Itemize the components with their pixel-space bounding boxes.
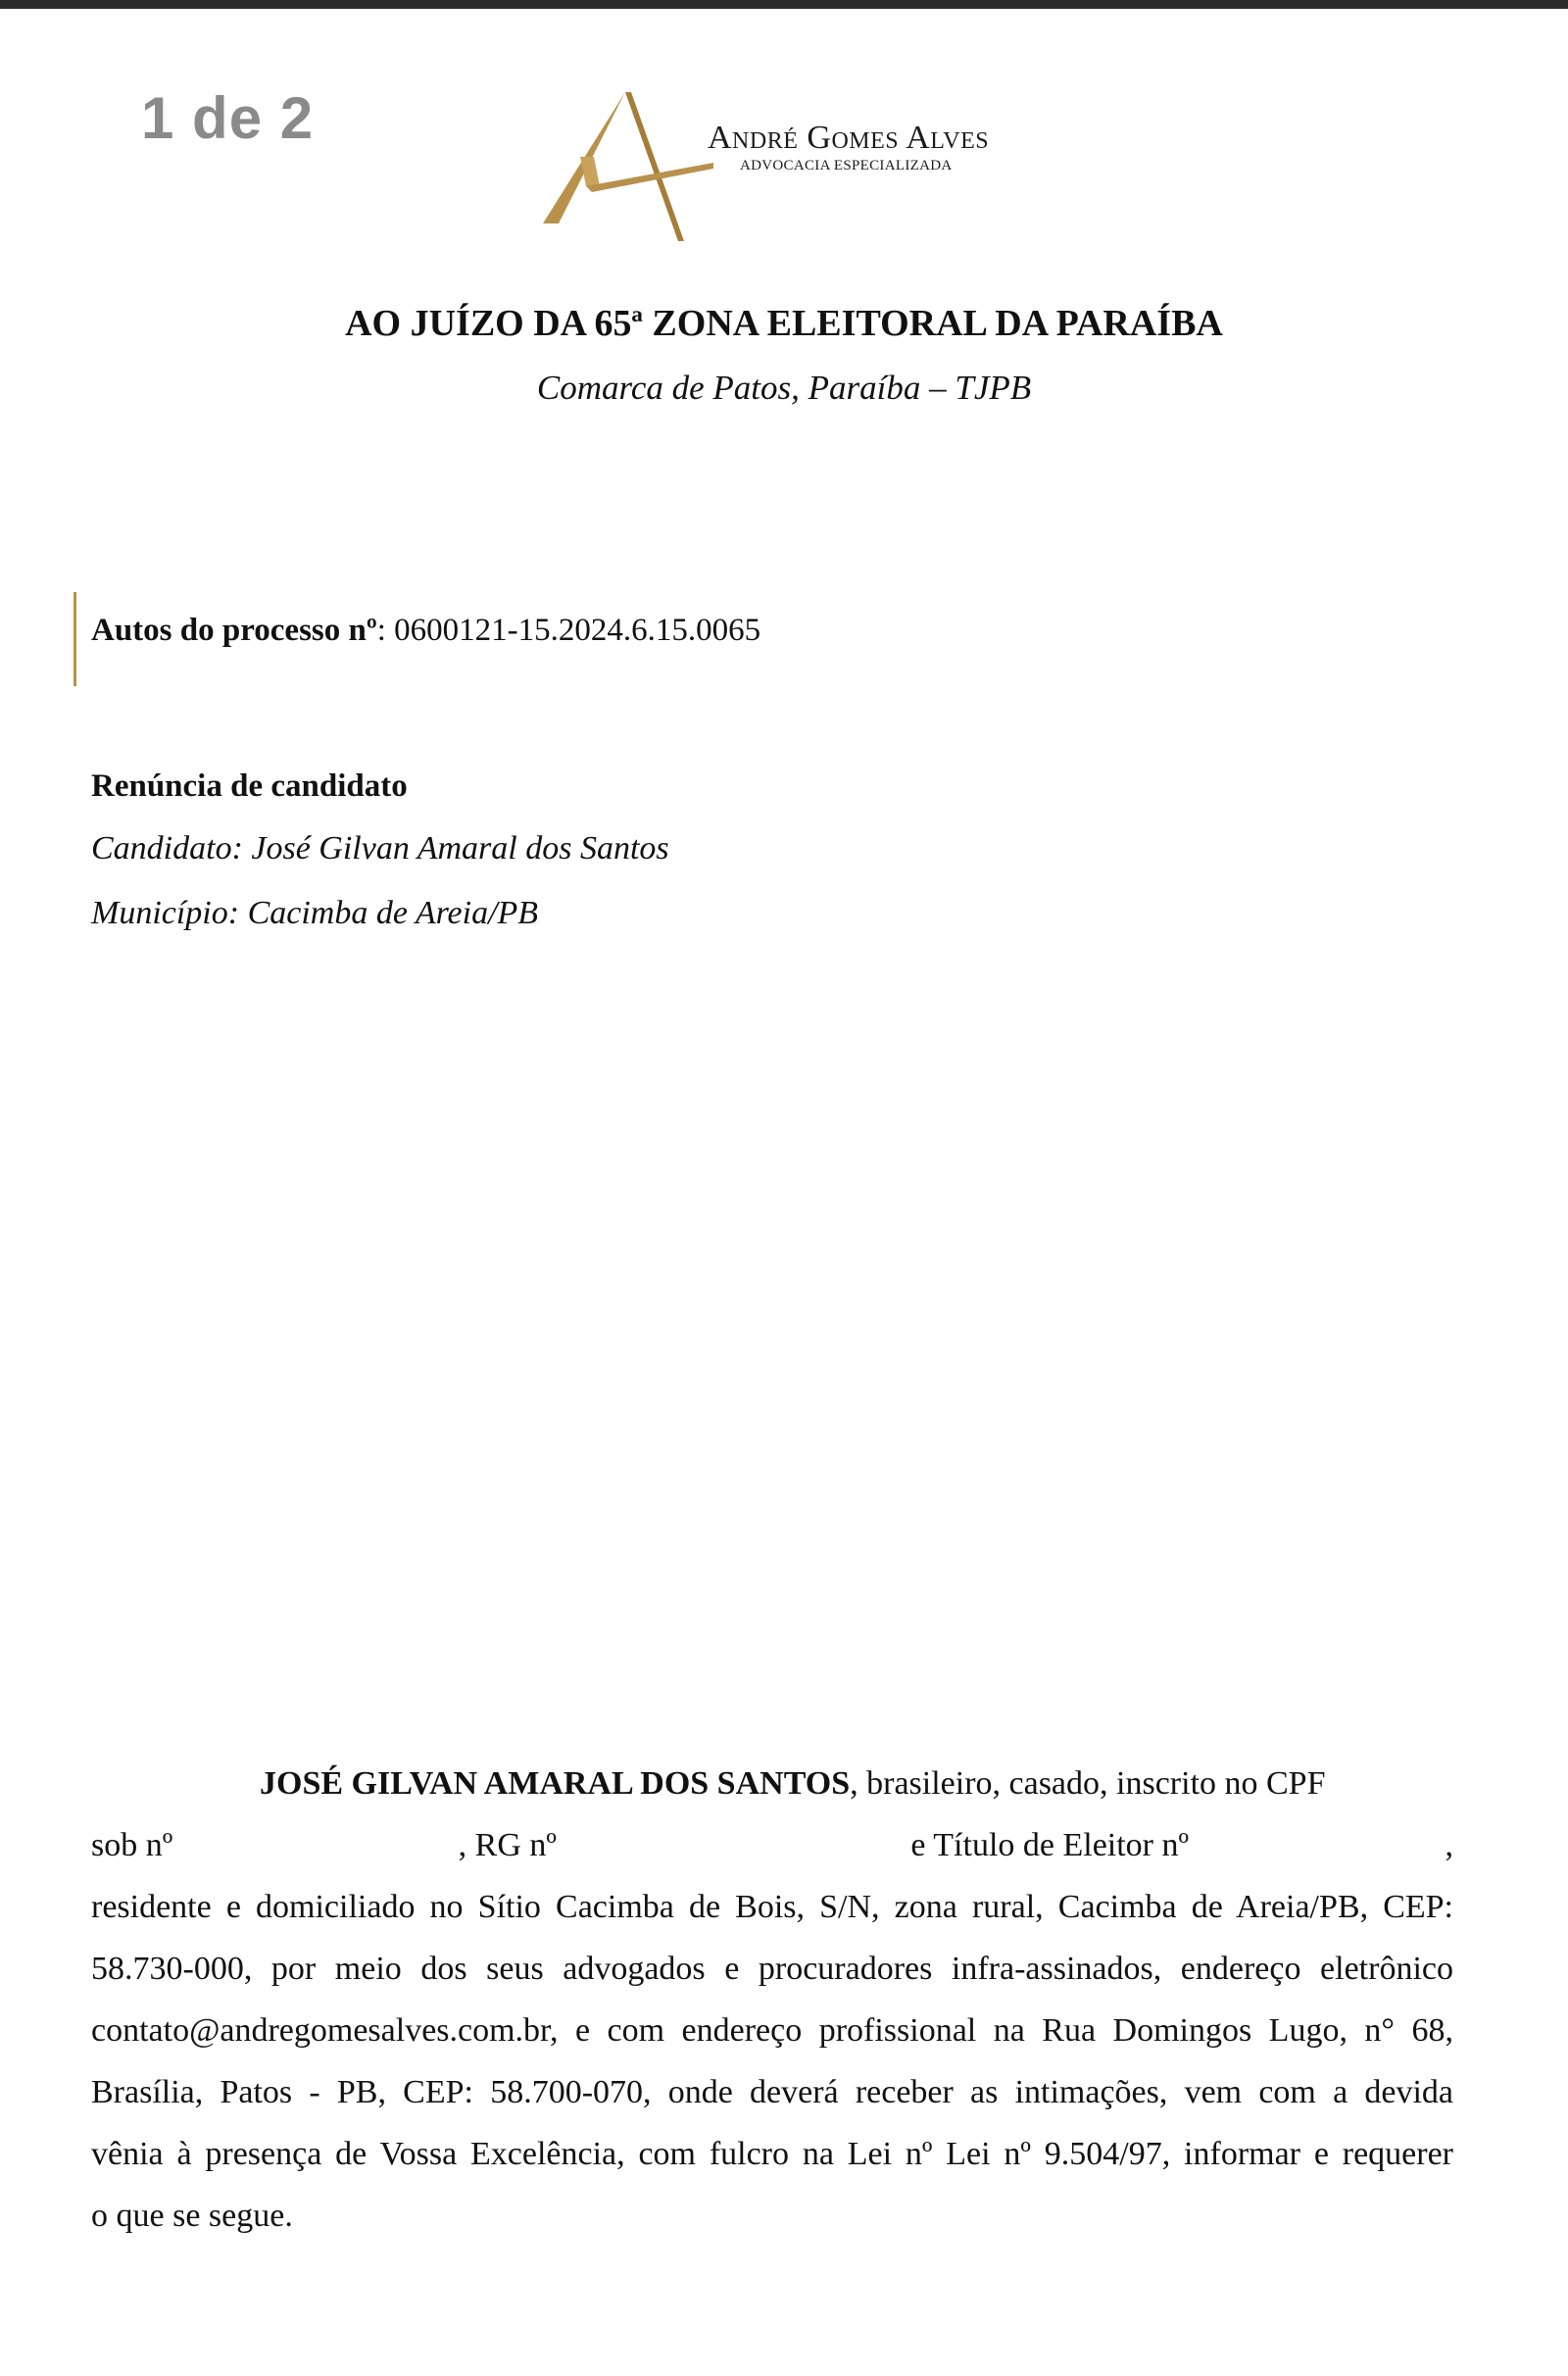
body-line-3 [91, 1876, 1453, 1938]
page-counter: 1 de 2 [141, 85, 315, 151]
process-label: Autos do processo nº [91, 613, 377, 648]
top-bar [0, 0, 1568, 9]
body-line-4 [91, 1938, 1453, 2000]
municipality-line: Município: Cacimba de Areia/PB [91, 895, 539, 931]
court-subtitle: Comarca de Patos, Paraíba – TJPB [536, 369, 1032, 407]
body-line-4-text: 58.730-000, por meio dos seus advogados e procuradores infra-assinados, endereço eletrônico [91, 1951, 1453, 1987]
party-name: JOSÉ GILVAN AMARAL DOS SANTOS [260, 1765, 851, 1802]
body-line-7 [91, 2123, 1453, 2185]
process-number: : 0600121-15.2024.6.15.0065 [376, 613, 761, 648]
rg-redacted [587, 1814, 881, 1876]
body-line-1-text: , brasileiro, casado, inscrito no CPF [850, 1765, 1326, 1802]
body-line-6 [91, 2061, 1453, 2123]
law-firm-name: André Gomes Alves [708, 120, 990, 156]
body-line-5-text: contato@andregomesalves.com.br, e com endereço profissional na Rua Domingos Lugo, n° 68, [91, 2012, 1453, 2049]
body-line-8-text: o que se segue. [91, 2198, 293, 2234]
process-number-line [91, 613, 760, 649]
body-line-1 [91, 1753, 1453, 1814]
body-line-8 [91, 2185, 1453, 2247]
cpf-redacted [203, 1814, 428, 1876]
court-title: AO JUÍZO DA 65ª ZONA ELEITORAL DA PARAÍBA [345, 303, 1223, 344]
candidate-line: Candidato: José Gilvan Amaral dos Santos [91, 830, 669, 866]
voter-id-redacted [1219, 1814, 1415, 1876]
law-firm-subtitle: ADVOCACIA ESPECIALIZADA [740, 158, 953, 173]
body-line-3-text: residente e domiciliado no Sítio Cacimba de Bois, S/N, zona rural, Cacimba de Areia/PB, CEP: [91, 1889, 1453, 1925]
cpf-label: sob nº [91, 1827, 173, 1863]
voter-id-label: e Título de Eleitor nº [910, 1827, 1190, 1863]
body-line-7-text: vênia à presença de Vossa Excelência, com fulcro na Lei nº Lei nº 9.504/97, informar e requerer [91, 2136, 1453, 2172]
subject-title: Renúncia de candidato [91, 768, 408, 804]
law-firm-logo-icon [541, 88, 717, 245]
body-line-2 [91, 1814, 1453, 1876]
rg-label: , RG nº [458, 1827, 557, 1863]
body-line-5 [91, 2000, 1453, 2061]
line-2-comma: , [1445, 1827, 1453, 1863]
process-marker [74, 592, 76, 686]
body-line-6-text: Brasília, Patos - PB, CEP: 58.700-070, onde deverá receber as intimações, vem com a devida [91, 2074, 1453, 2110]
